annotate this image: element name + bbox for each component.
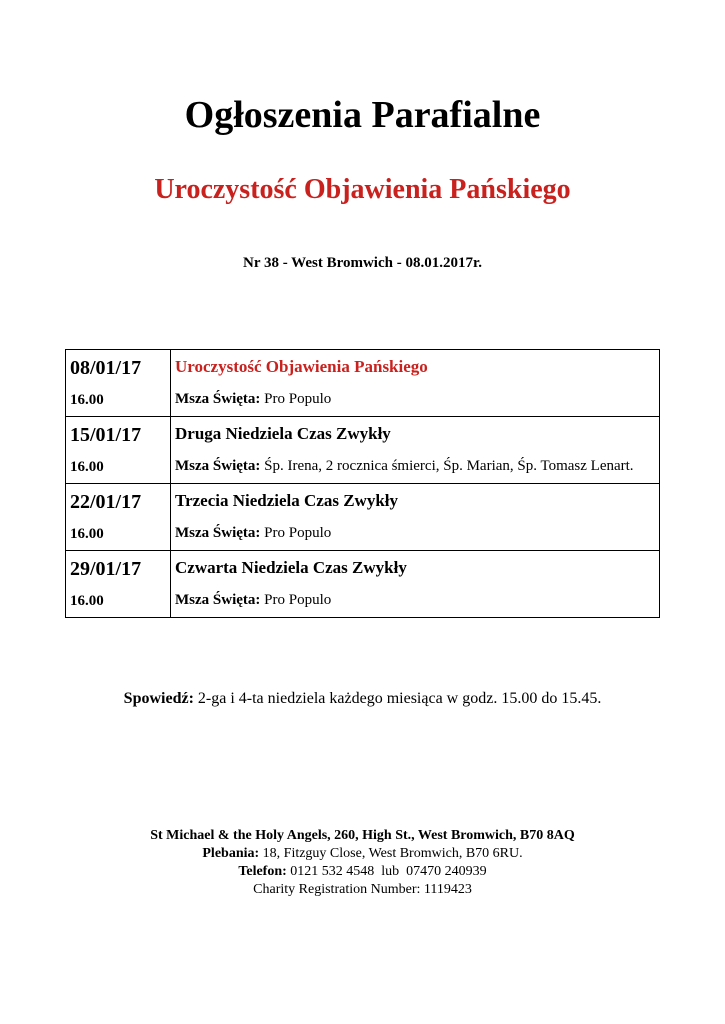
- issue-line: Nr 38 - West Bromwich - 08.01.2017r.: [242, 255, 483, 271]
- schedule-date: 22/01/17: [70, 491, 142, 513]
- feast-subtitle: Uroczystość Objawienia Pańskiego: [154, 174, 571, 205]
- footer-presbytery: [0, 845, 725, 863]
- event-cell: [171, 350, 660, 417]
- mass-label: Msza Święta:: [175, 592, 261, 608]
- schedule-date: 08/01/17: [70, 357, 142, 379]
- feast-name: Uroczystość Objawienia Pańskiego: [175, 357, 428, 376]
- schedule-time: 16.00: [70, 392, 104, 408]
- confession-label: Spowiedź:: [123, 690, 194, 707]
- mass-intention: [175, 590, 655, 610]
- schedule-time: 16.00: [70, 526, 104, 542]
- mass-text: Śp. Irena, 2 rocznica śmierci, Śp. Marian, Śp. Tomasz Lenart.: [260, 458, 634, 474]
- event-cell: [171, 551, 660, 618]
- date-cell: [66, 417, 171, 484]
- schedule-row: [66, 350, 660, 417]
- schedule-time: 16.00: [70, 593, 104, 609]
- footer-phone: [0, 863, 725, 881]
- mass-intention: [175, 456, 655, 476]
- schedule-table: [65, 349, 660, 618]
- schedule-time: 16.00: [70, 459, 104, 475]
- footer-address: St Michael & the Holy Angels, 260, High St., West Bromwich, B70 8AQ: [150, 828, 575, 843]
- phone-label: Telefon:: [238, 864, 287, 879]
- mass-label: Msza Święta:: [175, 391, 261, 407]
- schedule-row: [66, 484, 660, 551]
- confession-notice: [0, 688, 725, 710]
- presbytery-label: Plebania:: [202, 846, 260, 861]
- feast-name: Trzecia Niedziela Czas Zwykły: [175, 491, 399, 510]
- event-cell: [171, 417, 660, 484]
- schedule-row: [66, 551, 660, 618]
- confession-text: 2-ga i 4-ta niedziela każdego miesiąca w godz. 15.00 do 15.45.: [193, 690, 602, 707]
- event-cell: [171, 484, 660, 551]
- mass-label: Msza Święta:: [175, 458, 261, 474]
- mass-text: Pro Populo: [260, 592, 332, 608]
- footer-charity: Charity Registration Number: 1119423: [253, 882, 472, 897]
- mass-text: Pro Populo: [260, 525, 332, 541]
- presbytery-text: 18, Fitzguy Close, West Bromwich, B70 6RU.: [259, 846, 523, 861]
- date-cell: [66, 484, 171, 551]
- footer: [0, 827, 725, 899]
- mass-intention: [175, 523, 655, 543]
- mass-label: Msza Święta:: [175, 525, 261, 541]
- schedule-date: 29/01/17: [70, 558, 142, 580]
- mass-text: Pro Populo: [260, 391, 332, 407]
- schedule-date: 15/01/17: [70, 424, 142, 446]
- mass-intention: [175, 389, 655, 409]
- feast-name: Czwarta Niedziela Czas Zwykły: [175, 558, 407, 577]
- schedule-row: [66, 417, 660, 484]
- page-title: Ogłoszenia Parafialne: [184, 94, 541, 136]
- date-cell: [66, 551, 171, 618]
- date-cell: [66, 350, 171, 417]
- feast-name: Druga Niedziela Czas Zwykły: [175, 424, 391, 443]
- phone-text: 0121 532 4548 lub 07470 240939: [286, 864, 487, 879]
